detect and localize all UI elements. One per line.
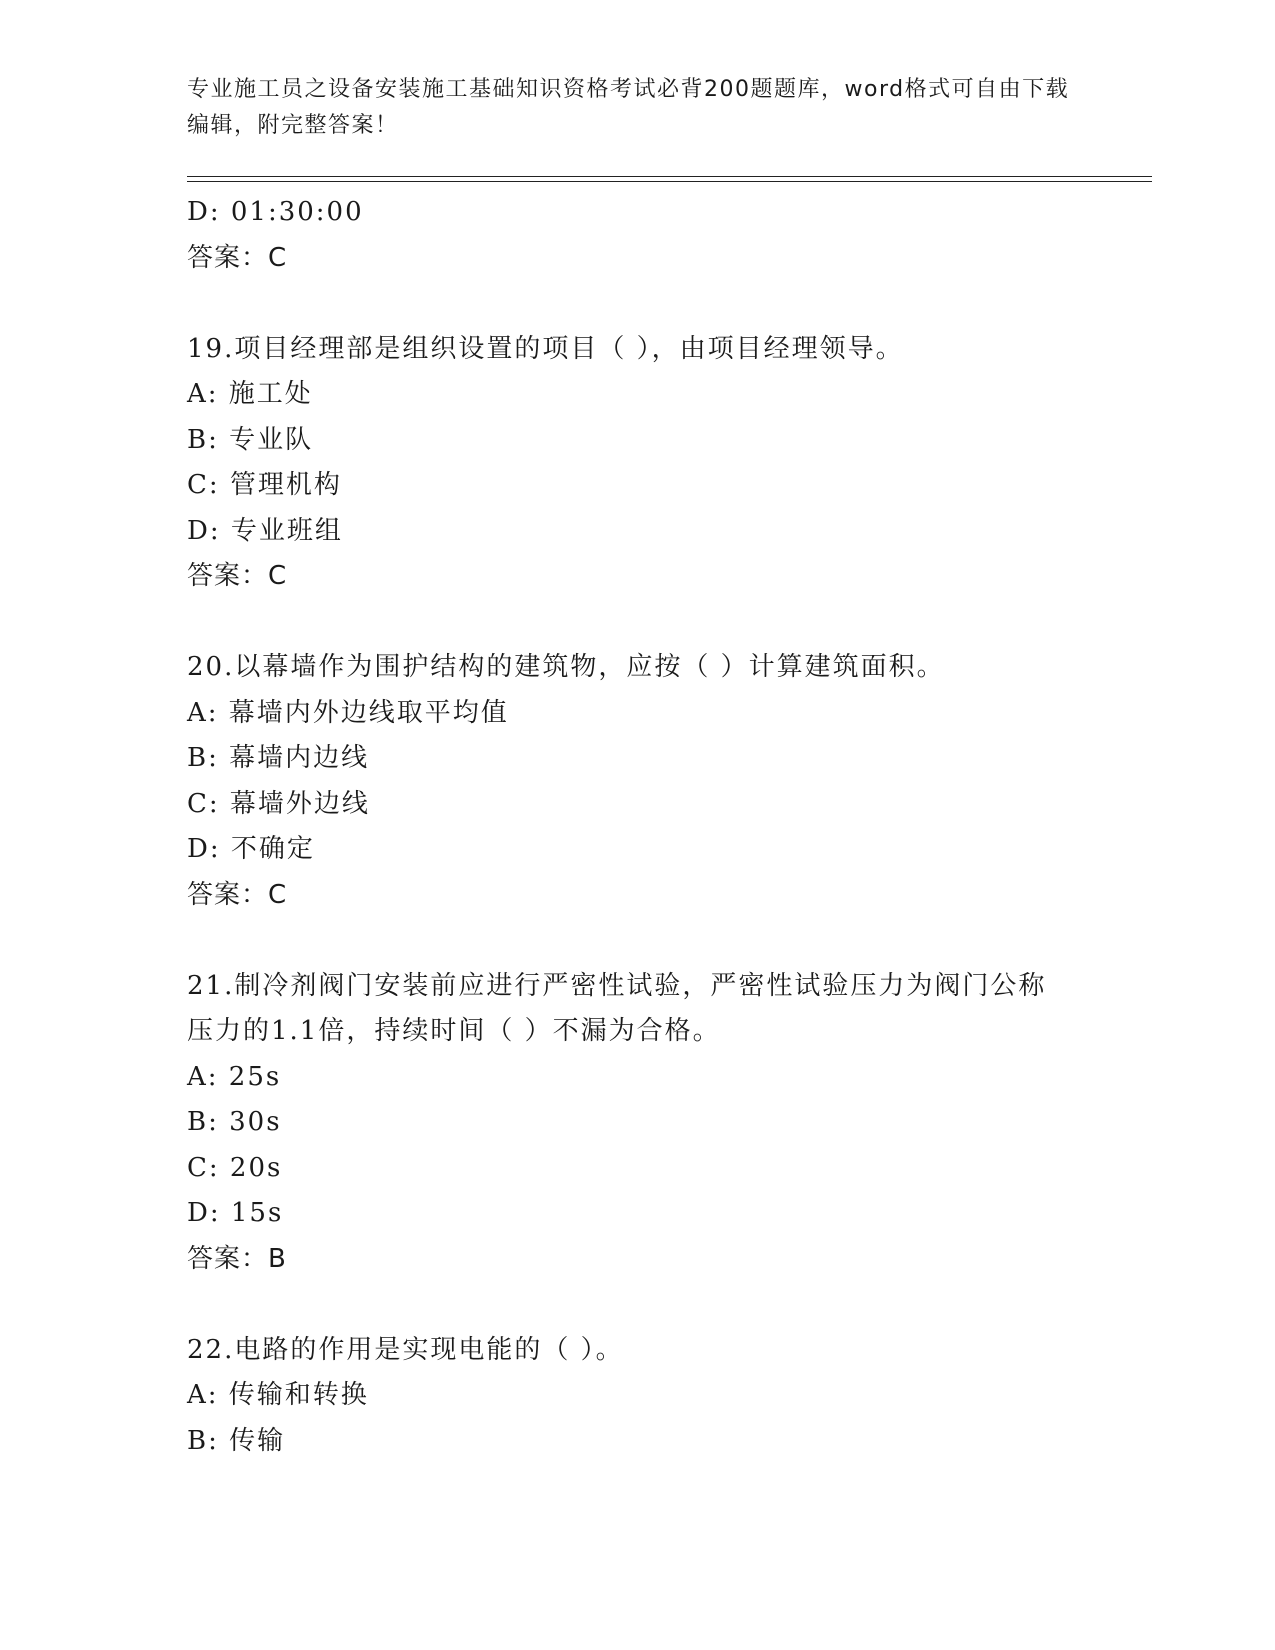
spacer	[187, 281, 1087, 327]
option-a: A: 幕墙内外边线取平均值	[187, 697, 509, 728]
option-d: D: 不确定	[187, 834, 315, 864]
spacer	[187, 600, 1087, 646]
option-a: A: 25s	[187, 1061, 282, 1092]
question-list	[187, 190, 1087, 1464]
option-a: A: 施工处	[187, 379, 313, 409]
answer: 答案：C	[187, 879, 288, 910]
header-title: 专业施工员之设备安装施工基础知识资格考试必背200题题库，word格式可自由下载编辑，附完整答案！	[187, 77, 1070, 138]
option-b: B: 传输	[187, 1425, 286, 1456]
option-c: C: 20s	[187, 1152, 283, 1183]
question-stem-line-2: 压力的1.1倍，持续时间（ ）不漏为合格。	[187, 1016, 721, 1046]
question-stem: 22.电路的作用是实现电能的（ ）。	[187, 1334, 624, 1365]
option-d: D: 15s	[187, 1198, 284, 1228]
header-rule-bottom	[187, 181, 1152, 182]
answer: 答案：C	[187, 561, 288, 591]
question-stem: 19.项目经理部是组织设置的项目（ ），由项目经理领导。	[187, 333, 904, 364]
option-d: D: 专业班组	[187, 515, 343, 546]
option-b: B: 30s	[187, 1107, 282, 1137]
question-stem-line-1: 21.制冷剂阀门安装前应进行严密性试验，严密性试验压力为阀门公称	[187, 970, 1047, 1001]
spacer	[187, 918, 1087, 964]
spacer	[187, 1282, 1087, 1328]
prev-answer: 答案：C	[187, 242, 288, 273]
header-rule-top	[187, 176, 1152, 177]
question-21	[187, 964, 1087, 1283]
option-c: C: 管理机构	[187, 470, 342, 500]
option-b: B: 专业队	[187, 424, 314, 455]
question-20	[187, 645, 1087, 918]
question-stem: 20.以幕墙作为围护结构的建筑物，应按（ ）计算建筑面积。	[187, 652, 945, 682]
answer: 答案：B	[187, 1243, 287, 1274]
option-c: C: 幕墙外边线	[187, 788, 370, 819]
question-22	[187, 1328, 1087, 1465]
document-header	[187, 72, 1087, 144]
option-a: A: 传输和转换	[187, 1380, 369, 1410]
prev-option-d: D: 01:30:00	[187, 197, 364, 227]
option-b: B: 幕墙内边线	[187, 743, 370, 773]
question-19	[187, 327, 1087, 600]
